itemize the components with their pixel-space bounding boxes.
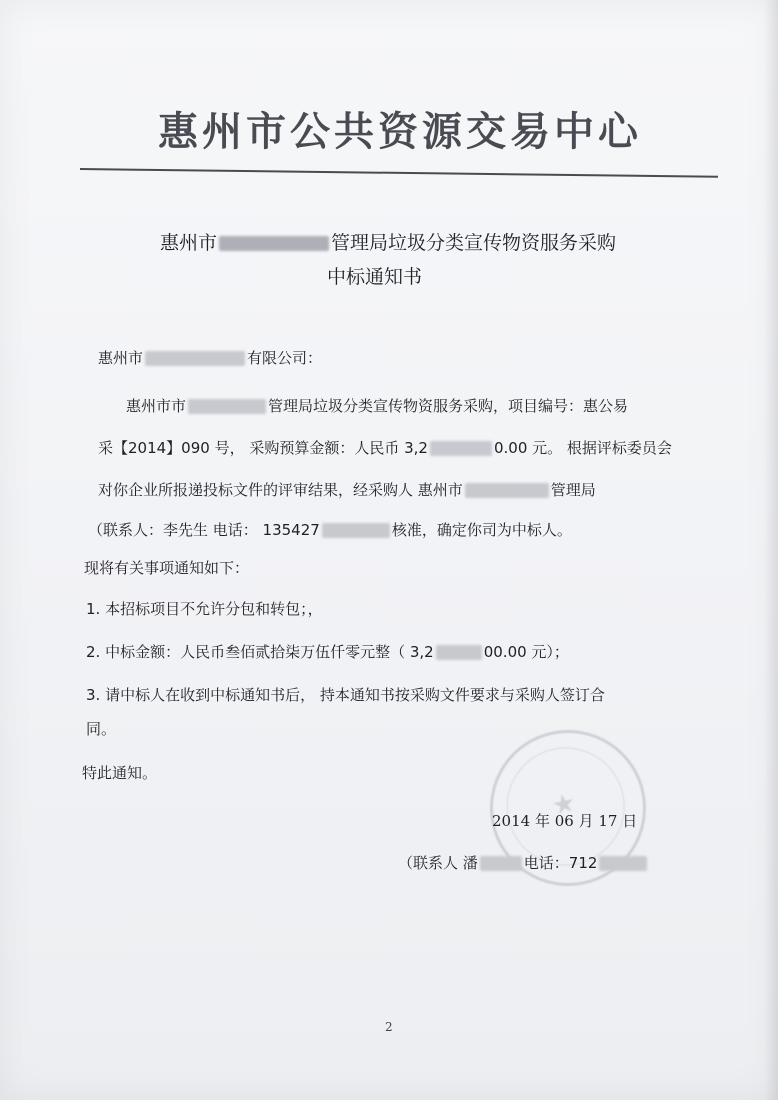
notice-date: 2014 年 06 月 17 日	[492, 812, 638, 830]
closing-text: 特此通知。	[82, 764, 158, 782]
addressee-line	[98, 347, 322, 368]
body-line-1-prefix: 惠州市市	[126, 397, 187, 415]
notice-title-prefix: 惠州市	[160, 232, 218, 254]
notice-item-2-prefix: 2. 中标金额：人民币叁佰贰拾柒万伍仟零元整（ 3,2	[86, 643, 434, 661]
redacted-block	[322, 523, 390, 538]
body-line-3	[98, 479, 596, 500]
body-line-4-prefix: （联系人：李先生 电话： 135427	[88, 521, 320, 539]
contact-prefix: （联系人 潘	[398, 854, 478, 872]
body-line-5: 现将有关事项通知如下：	[84, 559, 250, 577]
body-line-1	[126, 395, 628, 416]
redacted-block	[480, 856, 522, 871]
redacted-block	[436, 645, 482, 660]
body-line-3-text: 对你企业所报递投标文件的评审结果，经采购人 惠州市	[98, 481, 463, 499]
page-edge-shadow	[764, 0, 778, 1100]
notice-item-2-suffix: 00.00 元）；	[483, 643, 569, 661]
notice-item-3-line-2: 同。	[86, 720, 117, 738]
org-header-title: 惠州市公共资源交易中心	[158, 108, 642, 155]
body-line-3-suffix: 管理局	[550, 481, 596, 499]
redacted-block	[219, 236, 329, 251]
redacted-block	[599, 856, 647, 871]
redacted-block	[145, 351, 245, 366]
contact-line	[398, 852, 649, 873]
body-line-2	[98, 437, 672, 458]
redacted-block	[188, 399, 266, 414]
addressee-prefix: 惠州市	[98, 349, 144, 367]
notice-item-1: 1. 本招标项目不允许分包和转包；，	[86, 600, 323, 618]
page-number: 2	[385, 1020, 393, 1034]
body-line-2-prefix: 采【2014】090 号， 采购预算金额：人民币 3,2	[98, 439, 428, 457]
seal-star-icon: ★	[549, 787, 579, 822]
body-line-2-suffix: 0.00 元。 根据评标委员会	[493, 439, 672, 457]
body-line-4-suffix: 核准，确定你司为中标人。	[391, 521, 572, 539]
notice-title-suffix: 管理局垃圾分类宣传物资服务采购	[331, 232, 617, 254]
notice-title-line-2: 中标通知书	[327, 266, 423, 288]
addressee-suffix: 有限公司：	[247, 349, 323, 367]
body-line-1-suffix: 管理局垃圾分类宣传物资服务采购，项目编号：惠公易	[268, 397, 629, 415]
body-line-4	[88, 519, 572, 540]
notice-item-3-line-1: 3. 请中标人在收到中标通知书后， 持本通知书按采购文件要求与采购人签订合	[86, 686, 605, 704]
notice-title-line-1	[160, 228, 616, 255]
redacted-block	[465, 483, 549, 498]
redacted-block	[430, 441, 492, 456]
header-rule	[80, 168, 718, 178]
notice-item-2	[86, 641, 569, 662]
contact-middle: 电话：712	[523, 854, 598, 872]
